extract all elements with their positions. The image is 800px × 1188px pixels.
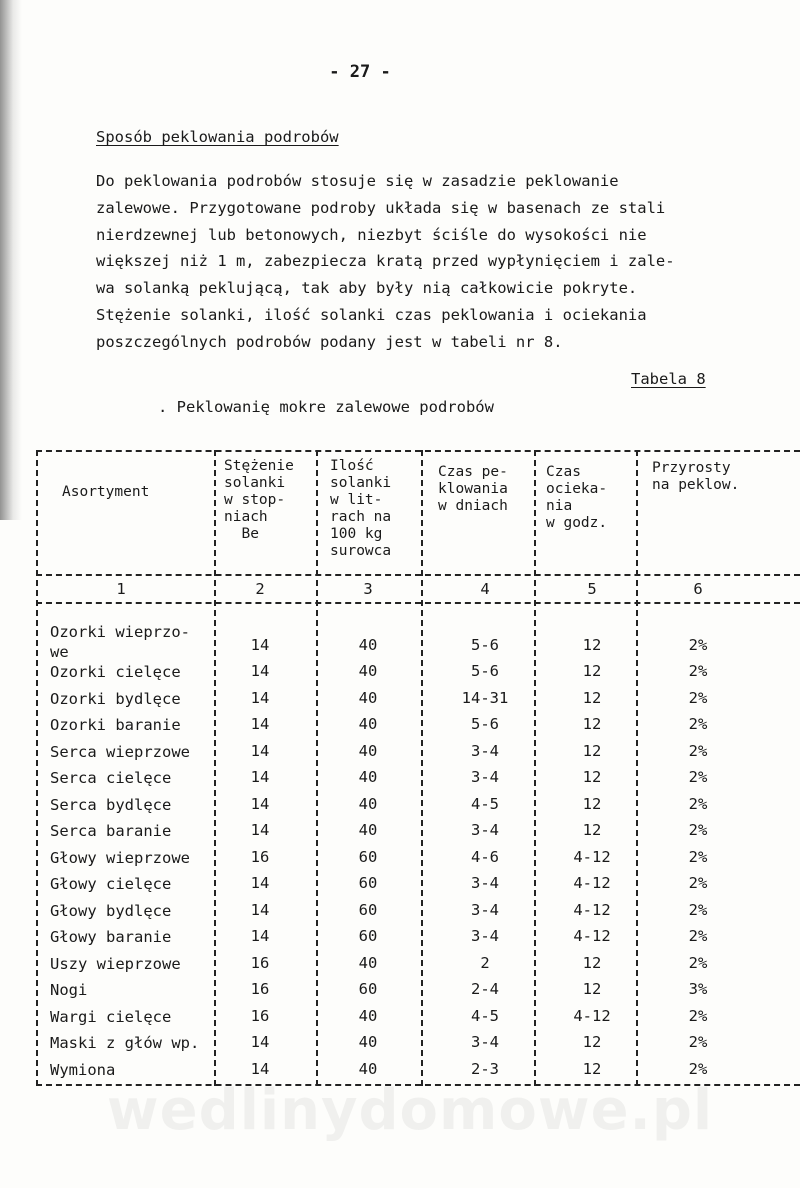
- table-cell-dripping-hours: 4-12: [573, 927, 611, 945]
- row-name: Uszy wieprzowe: [50, 954, 181, 973]
- table-cell-dripping-hours: 12: [582, 794, 602, 813]
- table-cell-dripping-hours: 4-12: [573, 1006, 611, 1025]
- table-cell-amount: 40: [358, 821, 378, 839]
- table-cell-concentration: 16: [250, 953, 270, 972]
- table-cell-concentration: 16: [250, 847, 270, 866]
- table-cell-curing-days: 4-5: [471, 794, 499, 813]
- table-caption: . Peklowanię mokre zalewowe podrobów: [158, 398, 494, 416]
- row-name: Serca bydlęce: [50, 795, 172, 814]
- row-name: Ozorki baranie: [50, 716, 181, 734]
- table-cell-dripping-hours: 12: [582, 741, 602, 760]
- table-cell-gain: 2%: [688, 636, 708, 654]
- table-cell-amount: 60: [358, 900, 378, 919]
- table-cell-amount: 40: [358, 1059, 378, 1078]
- row-name: Serca wieprzowe: [50, 742, 190, 761]
- intro-paragraph: [96, 168, 766, 356]
- paragraph-line: Do peklowania podrobów stosuje się w zasadzie peklowanie: [96, 172, 619, 190]
- table-cell-concentration: 14: [250, 927, 270, 945]
- table-cell-gain: 2%: [688, 794, 708, 813]
- table-cell-gain: 3%: [688, 980, 708, 998]
- table-cell-dripping-hours: 12: [582, 768, 602, 786]
- table-header-cell: Ilość solanki w lit- rach na 100 kg surowca: [330, 458, 392, 559]
- paragraph-line: poszczególnych podrobów podany jest w tabeli nr 8.: [96, 332, 563, 351]
- table-cell-curing-days: 3-4: [471, 1033, 499, 1051]
- table-cell-concentration: 14: [250, 688, 270, 707]
- table-header-cell: Przyrosty na peklow.: [652, 460, 740, 493]
- table-cell-gain: 2%: [688, 715, 708, 733]
- table-cell-curing-days: 3-4: [471, 768, 499, 786]
- table-cell-concentration: 16: [250, 980, 270, 998]
- row-name: Nogi: [50, 981, 88, 999]
- table-cell-amount: 40: [358, 741, 378, 760]
- table-cell-amount: 40: [358, 1033, 378, 1051]
- table-cell-curing-days: 3-4: [471, 927, 499, 945]
- table-cell-concentration: 14: [250, 1059, 270, 1078]
- row-name: Maski z głów wp.: [50, 1034, 200, 1052]
- column-number: 5: [587, 580, 597, 598]
- table-cell-dripping-hours: 4-12: [573, 847, 611, 866]
- table-cell-amount: 60: [358, 980, 378, 998]
- table-cell-concentration: 14: [250, 715, 270, 733]
- column-number: 6: [693, 580, 703, 598]
- table-cell-curing-days: 3-4: [471, 741, 499, 760]
- column-number: 3: [363, 580, 373, 598]
- row-name: Głowy wieprzowe: [50, 848, 190, 867]
- table-cell-curing-days: 4-5: [471, 1006, 499, 1025]
- paragraph-line: wa solanką peklującą, tak aby były nią całkowicie pokryte.: [96, 279, 638, 298]
- column-number: 1: [116, 580, 126, 598]
- table-rule-header: [36, 574, 800, 576]
- row-name: Wymiona: [50, 1060, 116, 1079]
- paragraph-line: większej niż 1 m, zabezpiecza kratą przed wypłynięciem i zale-: [96, 252, 675, 271]
- table-cell-gain: 2%: [688, 953, 708, 972]
- table-header-cell: Czas pe- klowania w dniach: [438, 464, 508, 514]
- row-name: Serca cielęce: [50, 769, 172, 787]
- table-cell-curing-days: 2-3: [471, 1059, 499, 1078]
- table-cell-curing-days: 5-6: [471, 662, 499, 680]
- column-number: 4: [480, 580, 490, 598]
- table-cell-curing-days: 14-31: [461, 688, 509, 707]
- curing-table: [36, 450, 800, 1090]
- paragraph-line: zalewowe. Przygotowane podroby układa się w basenach ze stali: [96, 198, 666, 217]
- table-cell-concentration: 16: [250, 1006, 270, 1025]
- section-title: Sposób peklowania podrobów: [96, 128, 339, 146]
- table-cell-amount: 60: [358, 847, 378, 866]
- table-label: Tabela 8: [631, 370, 706, 388]
- table-cell-concentration: 14: [250, 768, 270, 786]
- table-cell-curing-days: 4-6: [471, 847, 499, 866]
- table-header-cell: Stężenie solanki w stop- niach Be: [224, 458, 294, 542]
- table-cell-curing-days: 2: [480, 953, 490, 972]
- table-cell-gain: 2%: [688, 874, 708, 892]
- column-divider: [316, 450, 318, 1086]
- table-cell-amount: 40: [358, 794, 378, 813]
- table-cell-curing-days: 3-4: [471, 821, 499, 839]
- table-cell-gain: 2%: [688, 768, 708, 786]
- table-cell-gain: 2%: [688, 847, 708, 866]
- table-cell-curing-days: 5-6: [471, 636, 499, 654]
- table-cell-dripping-hours: 12: [582, 980, 602, 998]
- table-cell-dripping-hours: 12: [582, 715, 602, 733]
- table-cell-curing-days: 2-4: [471, 980, 499, 998]
- column-divider: [214, 450, 216, 1086]
- paragraph-line: Stężenie solanki, ilość solanki czas peklowania i ociekania: [96, 305, 647, 324]
- table-header-cell: Asortyment: [62, 484, 150, 500]
- table-cell-amount: 40: [358, 768, 378, 786]
- table-cell-dripping-hours: 12: [582, 636, 602, 654]
- table-cell-gain: 2%: [688, 741, 708, 760]
- table-cell-amount: 60: [358, 927, 378, 945]
- table-cell-gain: 2%: [688, 821, 708, 839]
- table-cell-gain: 2%: [688, 1059, 708, 1078]
- table-cell-amount: 40: [358, 636, 378, 654]
- row-name: Wargi cielęce: [50, 1007, 172, 1026]
- table-cell-amount: 40: [358, 953, 378, 972]
- column-divider: [421, 450, 423, 1086]
- table-cell-dripping-hours: 12: [582, 1059, 602, 1078]
- row-name: Głowy cielęce: [50, 875, 172, 893]
- table-cell-gain: 2%: [688, 1033, 708, 1051]
- table-cell-dripping-hours: 12: [582, 821, 602, 839]
- page-number: - 27 -: [329, 62, 391, 82]
- column-divider: [534, 450, 536, 1086]
- table-cell-dripping-hours: 12: [582, 953, 602, 972]
- row-name: Głowy baranie: [50, 928, 172, 946]
- table-cell-amount: 40: [358, 1006, 378, 1025]
- watermark: wedlinydomowe.pl: [106, 1078, 714, 1143]
- table-cell-concentration: 14: [250, 741, 270, 760]
- table-header-cell: Czas ocieka- nia w godz.: [546, 464, 608, 531]
- table-cell-gain: 2%: [688, 662, 708, 680]
- table-rule-numbers: [36, 602, 800, 604]
- table-cell-curing-days: 3-4: [471, 874, 499, 892]
- row-name: Serca baranie: [50, 822, 172, 840]
- table-cell-gain: 2%: [688, 927, 708, 945]
- row-name: Ozorki bydlęce: [50, 689, 181, 708]
- row-name: Ozorki wieprzo- we: [50, 623, 190, 661]
- row-name: Ozorki cielęce: [50, 663, 181, 681]
- table-cell-dripping-hours: 12: [582, 688, 602, 707]
- table-border-left: [36, 450, 38, 1086]
- table-cell-dripping-hours: 12: [582, 1033, 602, 1051]
- table-cell-dripping-hours: 12: [582, 662, 602, 680]
- table-cell-amount: 40: [358, 688, 378, 707]
- table-cell-amount: 40: [358, 715, 378, 733]
- table-cell-amount: 60: [358, 874, 378, 892]
- table-cell-curing-days: 5-6: [471, 715, 499, 733]
- table-cell-concentration: 14: [250, 900, 270, 919]
- table-cell-concentration: 14: [250, 1033, 270, 1051]
- table-cell-dripping-hours: 4-12: [573, 874, 611, 892]
- table-cell-concentration: 14: [250, 821, 270, 839]
- table-cell-concentration: 14: [250, 662, 270, 680]
- table-cell-concentration: 14: [250, 874, 270, 892]
- paragraph-line: nierdzewnej lub betonowych, niezbyt ściśle do wysokości nie: [96, 225, 647, 244]
- table-cell-dripping-hours: 4-12: [573, 900, 611, 919]
- column-number: 2: [255, 580, 265, 598]
- table-cell-concentration: 14: [250, 794, 270, 813]
- table-rule-top: [36, 450, 800, 452]
- table-cell-curing-days: 3-4: [471, 900, 499, 919]
- table-cell-gain: 2%: [688, 1006, 708, 1025]
- table-cell-concentration: 14: [250, 636, 270, 654]
- table-cell-gain: 2%: [688, 900, 708, 919]
- row-name: Głowy bydlęce: [50, 901, 172, 920]
- table-cell-gain: 2%: [688, 688, 708, 707]
- table-cell-amount: 40: [358, 662, 378, 680]
- column-divider: [636, 450, 638, 1086]
